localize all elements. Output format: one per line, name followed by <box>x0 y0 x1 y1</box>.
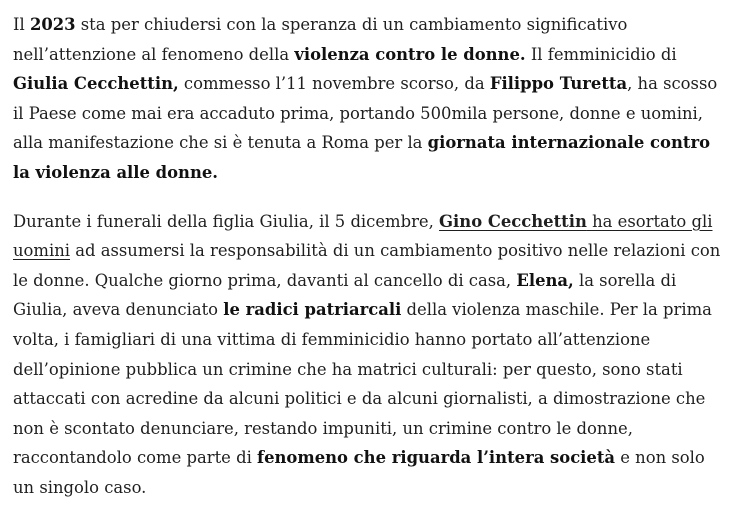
body-text: commesso l’11 novembre scorso, da <box>178 74 490 94</box>
body-text: e non solo <box>615 448 705 468</box>
text-line <box>13 207 725 237</box>
body-text: nell’attenzione al fenomeno della <box>13 44 295 64</box>
emphasized-text: giornata internazionale contro <box>427 133 711 153</box>
body-text: le donne. Qualche giorno prima, davanti al cancello di casa, <box>13 270 517 290</box>
body-text: la sorella di <box>573 270 677 290</box>
emphasized-text: 2023 <box>29 15 76 34</box>
text-line <box>13 236 725 266</box>
body-text: sta per chiudersi con la speranza di un cambiamento significativo <box>75 15 628 34</box>
emphasized-text: fenomeno che riguarda l’intera società <box>257 448 616 468</box>
body-text: Durante i funerali della figlia Giulia, il 5 dicembre, <box>13 211 440 231</box>
text-line <box>13 473 725 503</box>
text-line <box>13 295 725 325</box>
body-text: Il <box>13 15 30 34</box>
text-line <box>13 69 725 99</box>
text-line <box>13 355 725 385</box>
text-line <box>13 40 725 70</box>
article-link[interactable]: ha esortato gli <box>586 211 713 231</box>
emphasized-text: Giulia Cecchettin, <box>13 74 179 94</box>
text-line <box>13 443 725 473</box>
body-text: attaccati con acredine da alcuni politici e da alcuni giornalisti, a dimostrazione che <box>13 389 706 409</box>
body-text: non è scontato denunciare, restando impuniti, un crimine contro le donne, <box>13 418 633 438</box>
body-text: della violenza maschile. Per la prima <box>401 300 712 320</box>
article-link[interactable]: Gino Cecchettin <box>439 211 587 231</box>
emphasized-text: le radici patriarcali <box>223 300 402 320</box>
text-line <box>13 384 725 414</box>
article-paragraph <box>13 10 725 188</box>
body-text: il Paese come mai era accaduto prima, portando 500mila persone, donne e uomini, <box>13 103 703 123</box>
body-text: alla manifestazione che si è tenuta a Roma per la <box>13 133 428 153</box>
text-line <box>13 158 725 188</box>
body-text: dell’opinione pubblica un crimine che ha matrici culturali: per questo, sono stati <box>13 359 683 379</box>
body-text: volta, i famigliari di una vittima di femminicidio hanno portato all’attenzione <box>13 329 651 349</box>
text-line <box>13 325 725 355</box>
text-line <box>13 99 725 129</box>
article-paragraph <box>13 207 725 503</box>
article-body <box>13 10 725 503</box>
emphasized-text: Filippo Turetta <box>489 74 628 94</box>
emphasized-text: Elena, <box>516 270 574 290</box>
text-line <box>13 266 725 296</box>
text-line <box>13 128 725 158</box>
text-line <box>13 414 725 444</box>
body-text: Giulia, aveva denunciato <box>13 300 224 320</box>
body-text: raccontandolo come parte di <box>13 448 258 468</box>
body-text: Il femminicidio di <box>525 44 677 64</box>
emphasized-text: la violenza alle donne. <box>13 162 219 182</box>
article-link[interactable]: uomini <box>13 241 71 261</box>
emphasized-text: violenza contro le donne. <box>294 44 526 64</box>
body-text: un singolo caso. <box>13 477 147 497</box>
body-text: , ha scosso <box>627 74 718 94</box>
text-line <box>13 10 725 40</box>
body-text: ad assumersi la responsabilità di un cambiamento positivo nelle relazioni con <box>70 241 721 261</box>
